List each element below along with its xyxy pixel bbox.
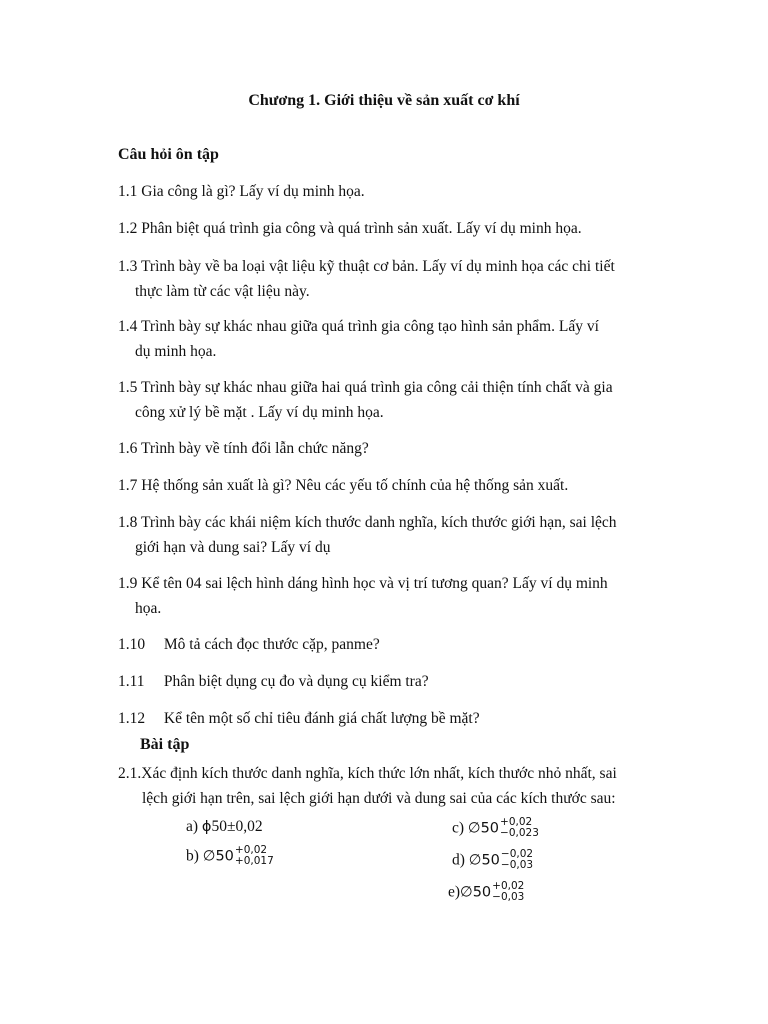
exercise-heading: Bài tập [140,736,190,753]
lower-deviation: −0,03 [492,891,525,903]
item-label: b) [186,847,199,865]
question-1-11 [118,669,658,694]
diameter-symbol: ϕ [201,819,212,835]
nominal-dimension: 50 [481,852,500,869]
exercise-text-cont: lệch giới hạn trên, sai lệch giới hạn dưới và dung sai của các kích thước sau: [142,790,616,807]
question-number: 1.9 [118,575,138,592]
question-text: Trình bày sự khác nhau giữa hai quá trình gia công cải thiện tính chất và gia [140,379,613,396]
lower-deviation: +0,017 [234,855,274,867]
question-text-cont: họa. [135,600,162,617]
question-text: Phân biệt quá trình gia công và quá trình sản xuất. Lấy ví dụ minh họa. [141,220,582,237]
question-text-cont: giới hạn và dung sai? Lấy ví dụ [135,539,331,556]
dimension-item-e [448,882,524,904]
dimension-item-c [452,818,539,840]
tolerance-stack [235,845,274,867]
question-number: 1.11 [118,673,145,690]
question-1-8 [118,510,658,560]
exercise-text: Xác định kích thước danh nghĩa, kích thức lớn nhất, kích thước nhỏ nhất, sai [141,765,617,782]
diameter-symbol: ∅ [467,820,481,837]
question-text-cont: dụ minh họa. [135,343,217,360]
question-1-12 [118,706,658,731]
question-1-2 [118,216,658,241]
question-number: 1.7 [118,477,138,494]
tolerance-stack [501,849,533,871]
item-label: e) [448,883,461,901]
question-number: 1.10 [118,636,146,653]
question-text: Trình bày về ba loại vật liệu kỹ thuật cơ bản. Lấy ví dụ minh họa các chi tiết [140,258,615,275]
dimension-item-a [186,818,263,836]
question-text: Kể tên một số chỉ tiêu đánh giá chất lượng bề mặt? [163,710,480,727]
exercise-number: 2.1. [118,765,142,782]
upper-deviation: −0,02 [500,848,534,860]
question-text: Mô tả cách đọc thước cặp, panme? [163,636,380,653]
question-1-9 [118,571,658,621]
question-1-7 [118,473,658,498]
question-number: 1.5 [118,379,138,396]
question-text: Trình bày sự khác nhau giữa quá trình gia công tạo hình sản phẩm. Lấy ví [140,318,599,335]
question-text-cont: thực làm từ các vật liệu này. [135,283,310,300]
question-1-10 [118,632,658,657]
dimension-item-b [186,846,274,868]
question-number: 1.6 [118,440,138,457]
question-number: 1.1 [118,183,138,200]
item-label: c) [452,819,465,837]
dimension-item-d [452,850,533,872]
review-heading: Câu hỏi ôn tập [118,146,219,163]
lower-deviation: −0,03 [500,859,534,871]
upper-deviation: +0,02 [492,880,525,892]
question-text: Trình bày các khái niệm kích thước danh nghĩa, kích thước giới hạn, sai lệch [140,514,617,531]
question-1-1 [118,179,658,204]
tolerance-stack [500,817,539,839]
nominal-dimension: 50 [215,848,234,865]
nominal-dimension: 50 [480,820,500,837]
question-number: 1.8 [118,514,138,531]
question-text: Phân biệt dụng cụ đo và dụng cụ kiểm tra? [163,673,429,690]
diameter-symbol: ∅ [460,884,473,901]
nominal-dimension: 50 [472,884,492,901]
question-1-4 [118,314,658,364]
lower-deviation: −0,023 [500,827,539,839]
question-1-5 [118,375,658,425]
chapter-title: Chương 1. Giới thiệu về sản xuất cơ khí [248,92,520,109]
question-number: 1.12 [118,710,146,727]
item-label: d) [452,851,465,869]
tolerance-stack [492,881,524,903]
question-text-cont: công xử lý bề mặt . Lấy ví dụ minh họa. [135,404,384,421]
question-number: 1.2 [118,220,138,237]
question-text: Gia công là gì? Lấy ví dụ minh họa. [141,183,365,200]
upper-deviation: +0,02 [500,816,533,828]
diameter-symbol: ∅ [468,852,482,869]
question-number: 1.3 [118,258,138,275]
question-text: Trình bày về tính đổi lẫn chức năng? [140,440,369,457]
nominal-dimension: 50±0,02 [211,818,263,835]
question-text: Hệ thống sản xuất là gì? Nêu các yếu tố chính của hệ thống sản xuất. [141,477,569,494]
exercise-2-1 [118,761,678,811]
upper-deviation: +0,02 [234,844,268,856]
question-1-6 [118,436,658,461]
question-number: 1.4 [118,318,138,335]
question-1-3 [118,254,658,304]
diameter-symbol: ∅ [202,848,216,865]
item-label: a) [186,818,199,835]
question-text: Kể tên 04 sai lệch hình dáng hình học và vị trí tương quan? Lấy ví dụ minh [141,575,608,592]
